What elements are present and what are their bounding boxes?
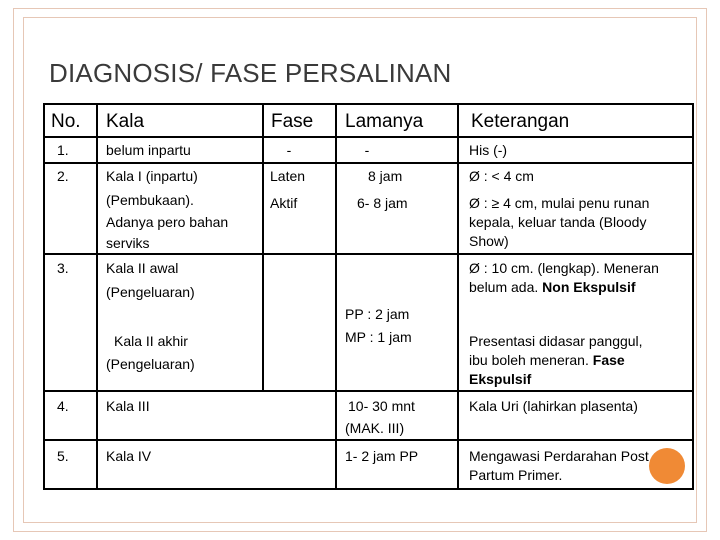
row3-keterangan-akhir-2 bbox=[469, 351, 625, 370]
row3-fase-bold: Fase bbox=[592, 352, 625, 368]
row2-fase-aktif: Aktif bbox=[270, 195, 298, 211]
row2-kala-line1: (Pembukaan). bbox=[106, 192, 194, 208]
row3-kala-akhir-1: Kala II akhir bbox=[114, 333, 188, 349]
row5-lamanya: 1- 2 jam PP bbox=[345, 448, 419, 464]
header-kala: Kala bbox=[106, 111, 145, 132]
row2-keterangan-3: kepala, keluar tanda (Bloody bbox=[469, 214, 647, 230]
row4-kala: Kala III bbox=[106, 398, 150, 414]
row3-kala-akhir-2: (Pengeluaran) bbox=[106, 356, 195, 372]
header-keterangan: Keterangan bbox=[471, 111, 570, 132]
row3-ekspulsif: Ekspulsif bbox=[469, 371, 532, 387]
row3-keterangan-akhir-plain: ibu boleh meneran. bbox=[469, 352, 593, 368]
row5-no: 5. bbox=[57, 448, 69, 464]
row2-keterangan-4: Show) bbox=[469, 233, 509, 249]
row4-keterangan: Kala Uri (lahirkan plasenta) bbox=[469, 398, 638, 414]
row-divider-4 bbox=[43, 439, 694, 441]
row1-fase: - bbox=[286, 142, 292, 158]
row5-keterangan-2: Partum Primer. bbox=[469, 467, 563, 483]
row-divider-3 bbox=[43, 390, 694, 392]
col-divider-4 bbox=[457, 103, 459, 490]
row3-non-ekspulsif: Non Ekspulsif bbox=[542, 279, 636, 295]
row3-lamanya-pp: PP : 2 jam bbox=[345, 306, 410, 322]
row3-kala-awal-2: (Pengeluaran) bbox=[106, 284, 195, 300]
row2-keterangan-1: Ø : < 4 cm bbox=[469, 168, 534, 184]
row2-kala-head: Kala I (inpartu) bbox=[106, 168, 198, 184]
row-divider-1 bbox=[43, 162, 694, 164]
row2-lamanya-laten: 8 jam bbox=[368, 168, 403, 184]
header-no: No. bbox=[51, 111, 81, 132]
row-divider-2 bbox=[43, 253, 694, 255]
row2-fase-laten: Laten bbox=[270, 168, 306, 184]
row3-keterangan-awal-plain: belum ada. bbox=[469, 279, 543, 295]
row3-keterangan-awal-2 bbox=[469, 278, 636, 297]
row1-no: 1. bbox=[57, 142, 69, 158]
row5-kala: Kala IV bbox=[106, 448, 152, 464]
slide-title: DIAGNOSIS/ FASE PERSALINAN bbox=[49, 58, 452, 88]
row4-lamanya-1: 10- 30 mnt bbox=[348, 398, 415, 414]
header-divider bbox=[43, 136, 694, 138]
col-divider-1 bbox=[96, 103, 98, 490]
row3-keterangan-akhir-1: Presentasi didasar panggul, bbox=[469, 333, 643, 349]
row3-kala-awal-1: Kala II awal bbox=[106, 260, 179, 276]
row2-keterangan-2: Ø : ≥ 4 cm, mulai penu runan bbox=[469, 195, 650, 211]
row3-lamanya-mp: MP : 1 jam bbox=[345, 329, 412, 345]
row2-no: 2. bbox=[57, 168, 69, 184]
row4-lamanya-2: (MAK. III) bbox=[345, 420, 405, 436]
header-lamanya: Lamanya bbox=[345, 111, 424, 132]
row3-no: 3. bbox=[57, 260, 69, 276]
row3-keterangan-awal-1: Ø : 10 cm. (lengkap). Meneran bbox=[469, 260, 659, 276]
row2-kala-line3: serviks bbox=[106, 235, 150, 251]
row1-lamanya: - bbox=[364, 142, 370, 158]
accent-circle bbox=[649, 448, 685, 484]
col-divider-3 bbox=[335, 103, 337, 490]
row1-keterangan: His (-) bbox=[469, 142, 508, 158]
row2-kala-line2: Adanya pero bahan bbox=[106, 214, 229, 230]
row5-keterangan-1: Mengawasi Perdarahan Post bbox=[469, 448, 649, 464]
row4-no: 4. bbox=[57, 398, 69, 414]
header-fase: Fase bbox=[271, 111, 314, 132]
row2-lamanya-aktif: 6- 8 jam bbox=[357, 195, 408, 211]
row1-kala: belum inpartu bbox=[106, 142, 191, 158]
